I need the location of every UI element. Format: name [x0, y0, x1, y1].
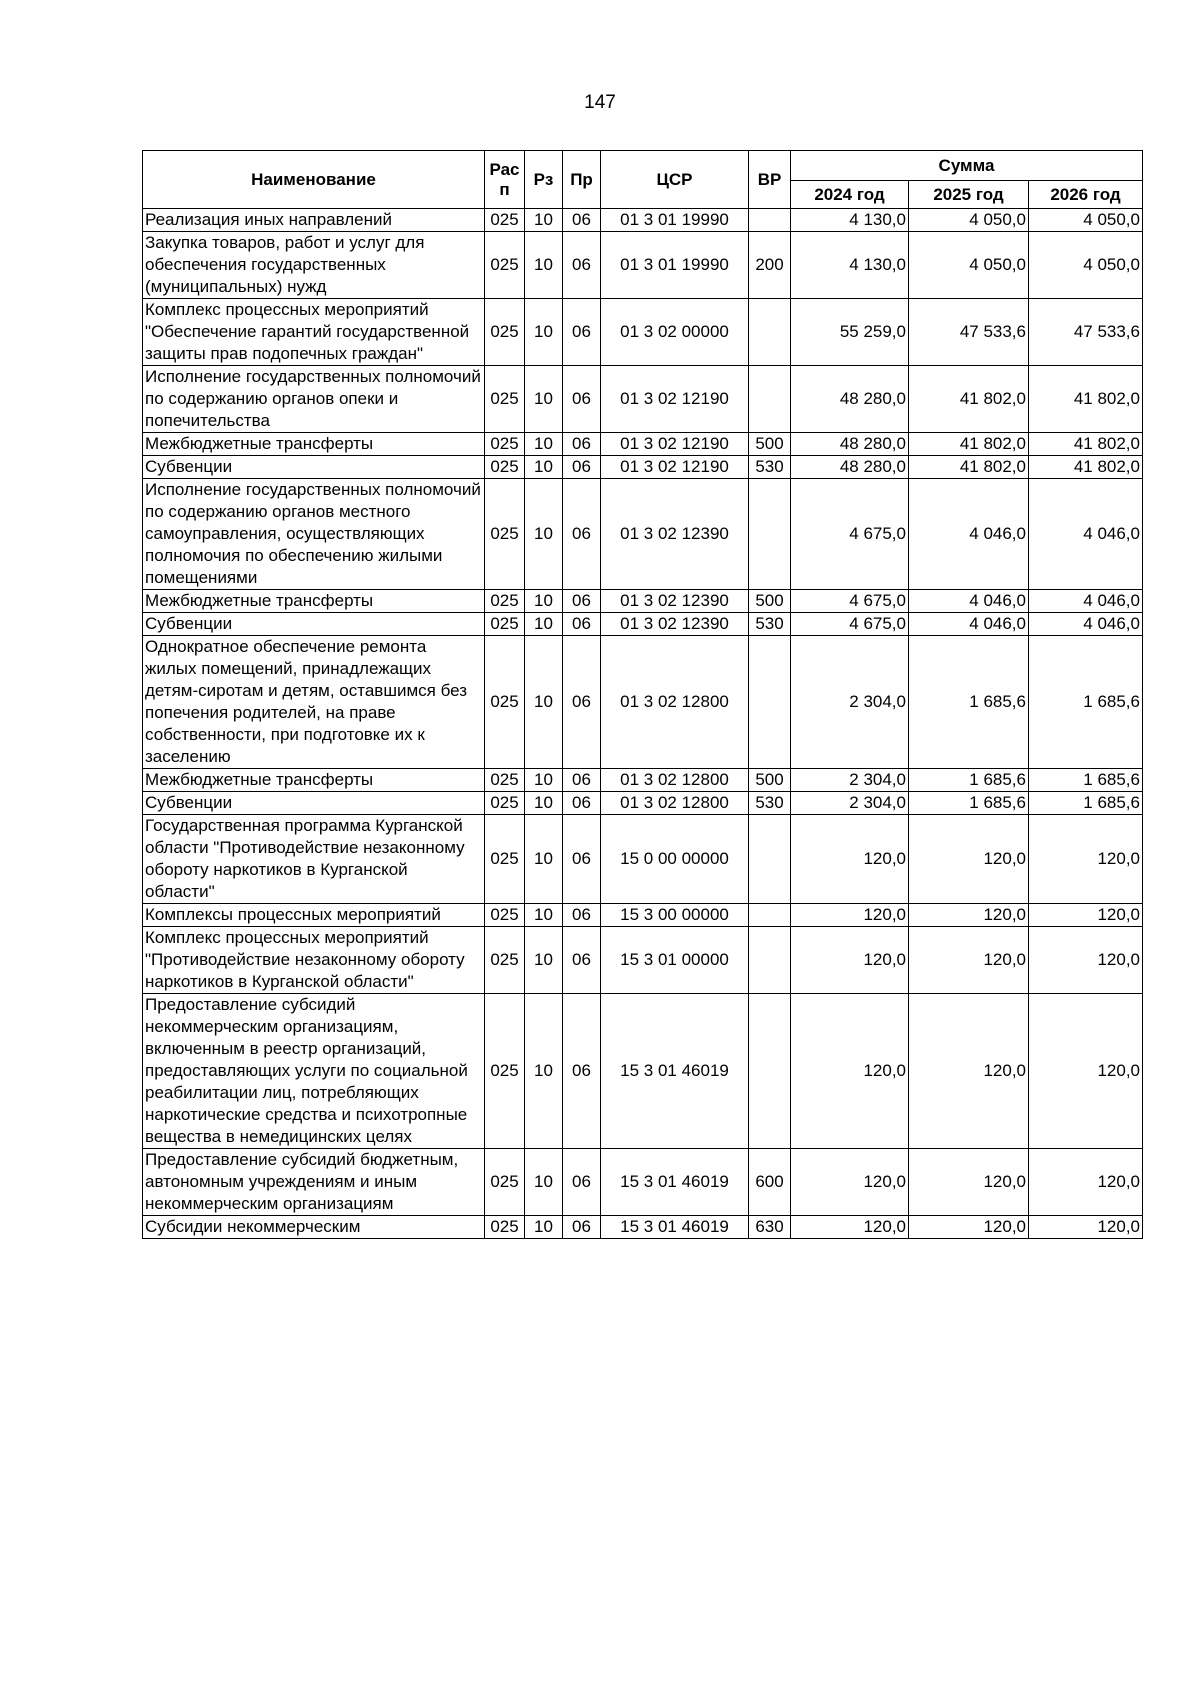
cell-sum-2025: 120,0 — [909, 815, 1029, 904]
cell-rasp: 025 — [485, 792, 525, 815]
header-rasp: Рас п — [485, 151, 525, 209]
cell-rasp: 025 — [485, 209, 525, 232]
cell-pr: 06 — [563, 479, 601, 590]
cell-rasp: 025 — [485, 479, 525, 590]
cell-rasp: 025 — [485, 456, 525, 479]
cell-pr: 06 — [563, 433, 601, 456]
cell-sum-2026: 4 050,0 — [1029, 209, 1143, 232]
cell-pr: 06 — [563, 209, 601, 232]
cell-rasp: 025 — [485, 994, 525, 1149]
cell-pr: 06 — [563, 815, 601, 904]
cell-name: Межбюджетные трансферты — [143, 433, 485, 456]
cell-sum-2024: 4 130,0 — [791, 232, 909, 299]
cell-sum-2024: 4 675,0 — [791, 590, 909, 613]
cell-vr: 600 — [749, 1149, 791, 1216]
cell-rz: 10 — [525, 1149, 563, 1216]
cell-rasp: 025 — [485, 1149, 525, 1216]
cell-sum-2024: 2 304,0 — [791, 792, 909, 815]
header-sum: Сумма — [791, 151, 1143, 181]
cell-pr: 06 — [563, 927, 601, 994]
cell-vr: 500 — [749, 769, 791, 792]
cell-sum-2024: 48 280,0 — [791, 456, 909, 479]
cell-csr: 15 3 01 46019 — [601, 1216, 749, 1239]
cell-rz: 10 — [525, 927, 563, 994]
cell-rz: 10 — [525, 590, 563, 613]
cell-sum-2024: 4 675,0 — [791, 613, 909, 636]
cell-csr: 01 3 01 19990 — [601, 232, 749, 299]
cell-rz: 10 — [525, 366, 563, 433]
cell-rz: 10 — [525, 994, 563, 1149]
cell-sum-2024: 120,0 — [791, 1216, 909, 1239]
cell-pr: 06 — [563, 769, 601, 792]
cell-csr: 01 3 02 12390 — [601, 479, 749, 590]
table-row — [143, 590, 1143, 613]
cell-vr — [749, 479, 791, 590]
cell-rasp: 025 — [485, 927, 525, 994]
cell-rasp: 025 — [485, 433, 525, 456]
header-row-top — [143, 151, 1143, 181]
cell-sum-2026: 41 802,0 — [1029, 456, 1143, 479]
cell-name: Закупка товаров, работ и услуг для обеспечения государственных (муниципальных) нужд — [143, 232, 485, 299]
cell-sum-2025: 120,0 — [909, 1216, 1029, 1239]
cell-rasp: 025 — [485, 1216, 525, 1239]
header-pr: Пр — [563, 151, 601, 209]
cell-sum-2024: 2 304,0 — [791, 636, 909, 769]
cell-csr: 15 3 01 46019 — [601, 1149, 749, 1216]
header-year-2024: 2024 год — [791, 181, 909, 209]
cell-name: Исполнение государственных полномочий по содержанию органов опеки и попечительства — [143, 366, 485, 433]
cell-sum-2025: 120,0 — [909, 1149, 1029, 1216]
cell-csr: 01 3 02 12390 — [601, 613, 749, 636]
header-year-2026: 2026 год — [1029, 181, 1143, 209]
cell-csr: 01 3 02 12190 — [601, 456, 749, 479]
cell-sum-2025: 4 050,0 — [909, 209, 1029, 232]
cell-name: Предоставление субсидий бюджетным, автономным учреждениям и иным некоммерческим организациям — [143, 1149, 485, 1216]
cell-rasp: 025 — [485, 904, 525, 927]
cell-name: Межбюджетные трансферты — [143, 590, 485, 613]
table-row — [143, 815, 1143, 904]
cell-vr — [749, 927, 791, 994]
cell-rz: 10 — [525, 636, 563, 769]
cell-sum-2026: 41 802,0 — [1029, 366, 1143, 433]
table-row — [143, 433, 1143, 456]
cell-sum-2024: 4 675,0 — [791, 479, 909, 590]
cell-rz: 10 — [525, 433, 563, 456]
cell-vr — [749, 904, 791, 927]
cell-sum-2026: 4 046,0 — [1029, 479, 1143, 590]
cell-csr: 01 3 02 00000 — [601, 299, 749, 366]
header-csr: ЦСР — [601, 151, 749, 209]
table-row — [143, 792, 1143, 815]
cell-sum-2026: 120,0 — [1029, 815, 1143, 904]
header-rz: Рз — [525, 151, 563, 209]
table-row — [143, 366, 1143, 433]
cell-sum-2026: 120,0 — [1029, 1149, 1143, 1216]
cell-sum-2024: 120,0 — [791, 927, 909, 994]
cell-csr: 15 3 01 46019 — [601, 994, 749, 1149]
table-row — [143, 904, 1143, 927]
cell-rz: 10 — [525, 792, 563, 815]
cell-vr: 530 — [749, 792, 791, 815]
cell-pr: 06 — [563, 636, 601, 769]
cell-vr — [749, 366, 791, 433]
cell-sum-2025: 4 050,0 — [909, 232, 1029, 299]
cell-sum-2025: 120,0 — [909, 904, 1029, 927]
cell-rasp: 025 — [485, 232, 525, 299]
cell-sum-2026: 120,0 — [1029, 994, 1143, 1149]
cell-rasp: 025 — [485, 366, 525, 433]
cell-rz: 10 — [525, 479, 563, 590]
cell-pr: 06 — [563, 904, 601, 927]
cell-rasp: 025 — [485, 815, 525, 904]
cell-name: Субсидии некоммерческим — [143, 1216, 485, 1239]
cell-rz: 10 — [525, 815, 563, 904]
table-row — [143, 927, 1143, 994]
cell-csr: 01 3 02 12800 — [601, 636, 749, 769]
cell-sum-2024: 48 280,0 — [791, 433, 909, 456]
cell-sum-2025: 41 802,0 — [909, 433, 1029, 456]
cell-csr: 15 3 00 00000 — [601, 904, 749, 927]
cell-vr — [749, 815, 791, 904]
cell-sum-2024: 55 259,0 — [791, 299, 909, 366]
table-row — [143, 994, 1143, 1149]
cell-rasp: 025 — [485, 613, 525, 636]
cell-csr: 01 3 01 19990 — [601, 209, 749, 232]
cell-vr — [749, 636, 791, 769]
budget-table — [142, 150, 1143, 1239]
cell-name: Реализация иных направлений — [143, 209, 485, 232]
cell-csr: 01 3 02 12800 — [601, 792, 749, 815]
cell-csr: 15 0 00 00000 — [601, 815, 749, 904]
table-row — [143, 209, 1143, 232]
cell-vr — [749, 209, 791, 232]
cell-sum-2025: 120,0 — [909, 994, 1029, 1149]
cell-sum-2025: 4 046,0 — [909, 479, 1029, 590]
cell-pr: 06 — [563, 232, 601, 299]
cell-rz: 10 — [525, 299, 563, 366]
header-year-2025: 2025 год — [909, 181, 1029, 209]
table-row — [143, 769, 1143, 792]
table-row — [143, 636, 1143, 769]
cell-sum-2026: 4 046,0 — [1029, 613, 1143, 636]
cell-sum-2025: 41 802,0 — [909, 456, 1029, 479]
cell-name: Комплекс процессных мероприятий "Противодействие незаконному обороту наркотиков в Курганской области" — [143, 927, 485, 994]
cell-sum-2025: 4 046,0 — [909, 613, 1029, 636]
cell-sum-2025: 120,0 — [909, 927, 1029, 994]
cell-sum-2026: 47 533,6 — [1029, 299, 1143, 366]
cell-csr: 01 3 02 12190 — [601, 433, 749, 456]
cell-pr: 06 — [563, 613, 601, 636]
table-row — [143, 232, 1143, 299]
cell-vr: 530 — [749, 613, 791, 636]
cell-rz: 10 — [525, 232, 563, 299]
cell-name: Комплекс процессных мероприятий "Обеспечение гарантий государственной защиты прав подопечных граждан" — [143, 299, 485, 366]
cell-name: Исполнение государственных полномочий по содержанию органов местного самоуправления, осуществляющих полномочия по обеспечению жилыми помещениями — [143, 479, 485, 590]
table-row — [143, 479, 1143, 590]
cell-rz: 10 — [525, 904, 563, 927]
cell-vr: 500 — [749, 590, 791, 613]
cell-rz: 10 — [525, 456, 563, 479]
header-name: Наименование — [143, 151, 485, 209]
cell-rz: 10 — [525, 613, 563, 636]
cell-csr: 01 3 02 12390 — [601, 590, 749, 613]
page-number: 147 — [584, 92, 616, 113]
cell-name: Однократное обеспечение ремонта жилых помещений, принадлежащих детям-сиротам и детям, оставшимся без попечения родителей, на праве собственности, при подготовке их к заселению — [143, 636, 485, 769]
cell-name: Межбюджетные трансферты — [143, 769, 485, 792]
cell-name: Комплексы процессных мероприятий — [143, 904, 485, 927]
cell-name: Субвенции — [143, 456, 485, 479]
cell-name: Предоставление субсидий некоммерческим организациям, включенным в реестр организаций, предоставляющих услуги по социальной реабилитации лиц, потребляющих наркотические средства и психотропные вещества в немедицинских целях — [143, 994, 485, 1149]
cell-rz: 10 — [525, 1216, 563, 1239]
cell-rasp: 025 — [485, 636, 525, 769]
cell-sum-2025: 41 802,0 — [909, 366, 1029, 433]
cell-sum-2026: 120,0 — [1029, 927, 1143, 994]
cell-sum-2026: 120,0 — [1029, 1216, 1143, 1239]
cell-vr: 200 — [749, 232, 791, 299]
cell-sum-2024: 120,0 — [791, 815, 909, 904]
cell-vr: 630 — [749, 1216, 791, 1239]
cell-sum-2026: 120,0 — [1029, 904, 1143, 927]
cell-sum-2026: 4 050,0 — [1029, 232, 1143, 299]
header-vr: ВР — [749, 151, 791, 209]
cell-csr: 01 3 02 12800 — [601, 769, 749, 792]
cell-vr: 500 — [749, 433, 791, 456]
table-row — [143, 613, 1143, 636]
cell-pr: 06 — [563, 366, 601, 433]
cell-sum-2024: 120,0 — [791, 994, 909, 1149]
cell-rz: 10 — [525, 209, 563, 232]
cell-pr: 06 — [563, 590, 601, 613]
cell-rasp: 025 — [485, 299, 525, 366]
table-row — [143, 1149, 1143, 1216]
cell-sum-2025: 47 533,6 — [909, 299, 1029, 366]
cell-sum-2025: 4 046,0 — [909, 590, 1029, 613]
cell-sum-2026: 1 685,6 — [1029, 636, 1143, 769]
table-row — [143, 456, 1143, 479]
cell-sum-2026: 1 685,6 — [1029, 769, 1143, 792]
cell-vr: 530 — [749, 456, 791, 479]
cell-name: Субвенции — [143, 792, 485, 815]
cell-sum-2024: 4 130,0 — [791, 209, 909, 232]
cell-sum-2026: 41 802,0 — [1029, 433, 1143, 456]
table-row — [143, 299, 1143, 366]
cell-pr: 06 — [563, 792, 601, 815]
table-row — [143, 1216, 1143, 1239]
cell-csr: 01 3 02 12190 — [601, 366, 749, 433]
cell-sum-2025: 1 685,6 — [909, 636, 1029, 769]
cell-pr: 06 — [563, 1149, 601, 1216]
cell-vr — [749, 994, 791, 1149]
cell-sum-2024: 120,0 — [791, 1149, 909, 1216]
cell-csr: 15 3 01 00000 — [601, 927, 749, 994]
cell-rasp: 025 — [485, 590, 525, 613]
cell-sum-2025: 1 685,6 — [909, 792, 1029, 815]
cell-sum-2026: 1 685,6 — [1029, 792, 1143, 815]
cell-name: Субвенции — [143, 613, 485, 636]
cell-rasp: 025 — [485, 769, 525, 792]
table-body — [143, 209, 1143, 1239]
cell-pr: 06 — [563, 299, 601, 366]
cell-sum-2026: 4 046,0 — [1029, 590, 1143, 613]
cell-pr: 06 — [563, 994, 601, 1149]
cell-sum-2024: 120,0 — [791, 904, 909, 927]
cell-sum-2024: 48 280,0 — [791, 366, 909, 433]
cell-pr: 06 — [563, 1216, 601, 1239]
cell-pr: 06 — [563, 456, 601, 479]
cell-sum-2024: 2 304,0 — [791, 769, 909, 792]
cell-name: Государственная программа Курганской области "Противодействие незаконному обороту наркотиков в Курганской области" — [143, 815, 485, 904]
cell-vr — [749, 299, 791, 366]
cell-sum-2025: 1 685,6 — [909, 769, 1029, 792]
cell-rz: 10 — [525, 769, 563, 792]
